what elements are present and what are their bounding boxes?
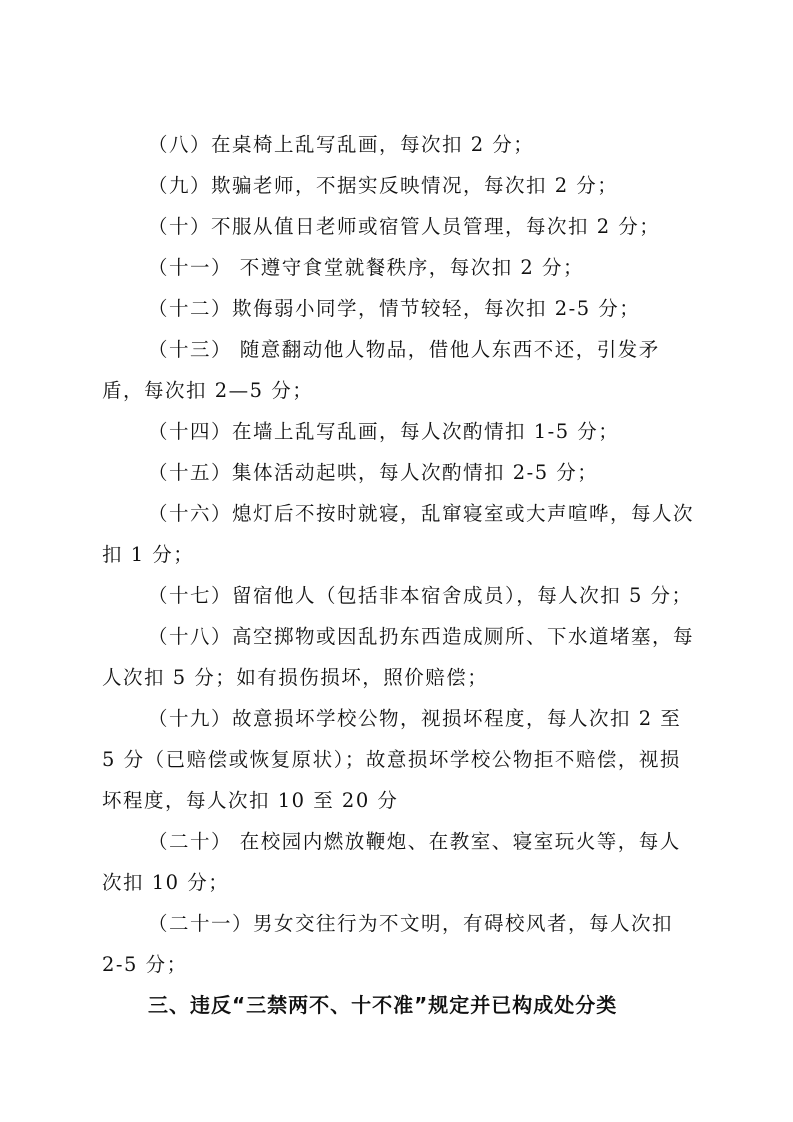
rule-item-13: （十三） 随意翻动他人物品，借他人东西不还，引发矛盾，每次扣 2—5 分； [102, 338, 660, 402]
rule-item-15: （十五）集体活动起哄，每人次酌情扣 2-5 分； [148, 461, 599, 484]
rule-item-21: （二十一）男女交往行为不文明，有碍校风者，每人次扣 2-5 分； [102, 912, 674, 976]
rule-item-12: （十二）欺侮弱小同学，情节较轻，每次扣 2-5 分； [148, 297, 641, 320]
document-body [102, 124, 694, 1026]
rule-item-20: （二十） 在校园内燃放鞭炮、在教室、寝室玩火等，每人次扣 10 分； [102, 830, 681, 894]
rule-item-14: （十四）在墙上乱写乱画，每人次酌情扣 1-5 分； [148, 420, 620, 443]
rule-item-8: （八）在桌椅上乱写乱画，每次扣 2 分； [148, 133, 535, 156]
rule-item-9: （九）欺骗老师，不据实反映情况，每次扣 2 分； [148, 174, 619, 197]
rule-item-19: （十九）故意损坏学校公物，视损坏程度，每人次扣 2 至 5 分（已赔偿或恢复原状）；故意损坏学校公物拒不赔偿，视损坏程度，每人次扣 10 至 20 分 [102, 707, 682, 812]
rule-item-18: （十八）高空掷物或因乱扔东西造成厕所、下水道堵塞，每人次扣 5 分；如有损伤损坏，照价赔偿； [102, 625, 695, 689]
section-heading: 三、违反“三禁两不、十不准”规定并已构成处分类 [148, 993, 618, 1017]
rule-item-17: （十七）留宿他人（包括非本宿舍成员），每人次扣 5 分； [148, 584, 693, 607]
rule-item-10: （十）不服从值日老师或宿管人员管理，每次扣 2 分； [148, 215, 661, 238]
rule-item-16: （十六）熄灯后不按时就寝，乱窜寝室或大声喧哗，每人次扣 1 分； [102, 502, 695, 566]
rule-item-11: （十一） 不遵守食堂就餐秩序，每次扣 2 分； [148, 256, 585, 279]
